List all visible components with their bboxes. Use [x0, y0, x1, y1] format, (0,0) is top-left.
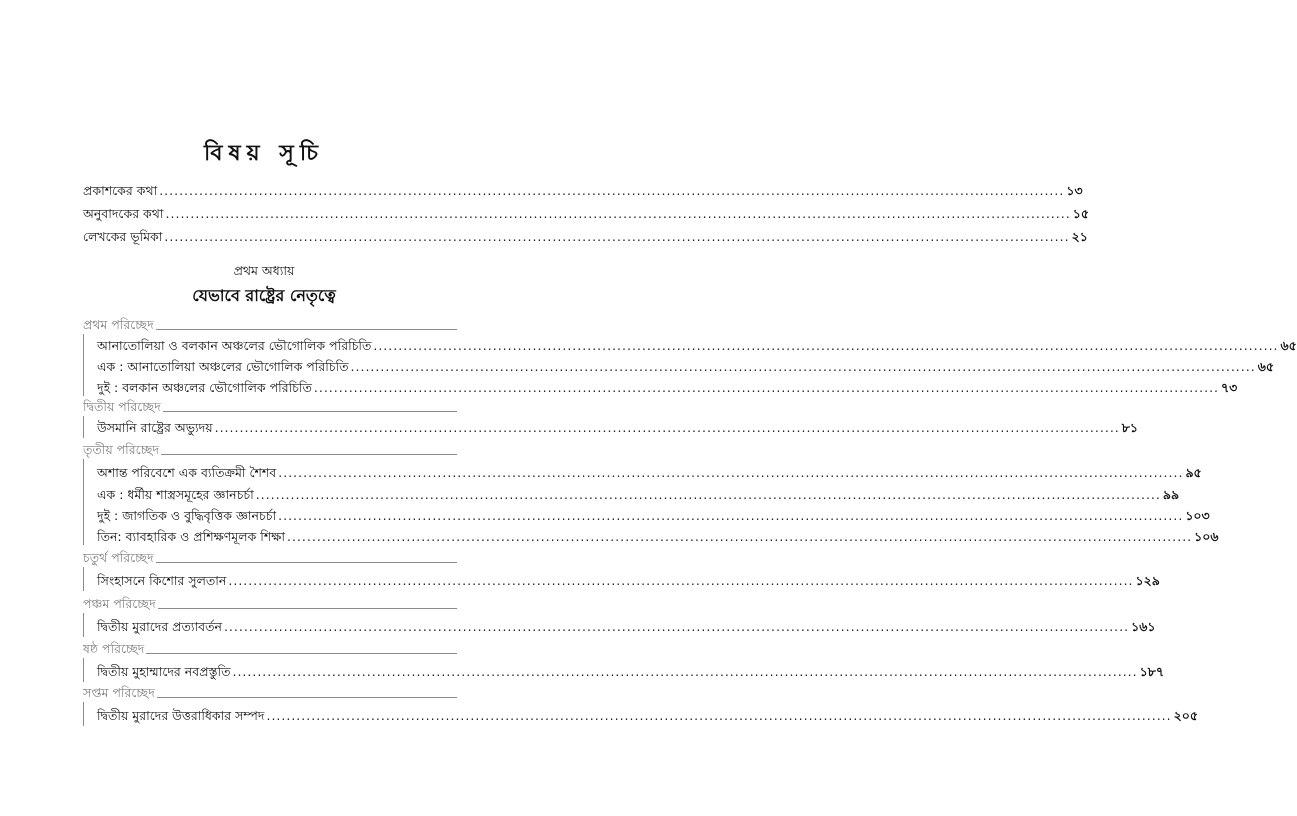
- entry-page-number: ১২৯: [1135, 573, 1160, 588]
- section-side-rule: [83, 459, 84, 545]
- leader-dots: ......................................................................................................................................................................................: [313, 380, 1220, 395]
- entry-label: লেখকের ভূমিকা: [83, 229, 163, 244]
- toc-entry: [97, 418, 1139, 438]
- entry-page-number: ১৬১: [1131, 619, 1156, 634]
- entry-page-number: ১০৬: [1194, 529, 1219, 544]
- section-label: তৃতীয় পরিচ্ছেদ: [83, 442, 160, 457]
- section-side-rule: [83, 416, 84, 438]
- leader-dots: ......................................................................................................................................................................................: [164, 229, 1070, 244]
- entry-label: উসমানি রাষ্ট্রের অভ্যুদয়: [97, 420, 213, 435]
- section-label: সপ্তম পরিচ্ছেদ: [83, 685, 155, 700]
- entry-label: দুই : জাগতিক ও বুদ্ধিবৃত্তিক জ্ঞানচর্চা: [97, 508, 277, 523]
- entry-page-number: ২১: [1071, 229, 1088, 244]
- section-label: ষষ্ঠ পরিচ্ছেদ: [83, 641, 145, 656]
- section-rule: [157, 697, 457, 698]
- leader-dots: ......................................................................................................................................................................................: [278, 465, 1184, 480]
- toc-entry-front-2: [83, 204, 1089, 224]
- entry-label: সিংহাসনে কিশোর সুলতান: [97, 573, 227, 588]
- toc-entry: [97, 662, 1164, 682]
- section-side-rule: [83, 702, 84, 726]
- entry-page-number: ১৮৭: [1139, 664, 1164, 679]
- leader-dots: ......................................................................................................................................................................................: [350, 359, 1256, 374]
- toc-entry: [97, 463, 1202, 483]
- chapter-label: প্রথম অধ্যায়: [233, 263, 295, 278]
- section-heading: [83, 595, 457, 613]
- toc-entry: [97, 485, 1180, 505]
- section-side-rule: [83, 567, 84, 591]
- section-label: পঞ্চম পরিচ্ছেদ: [83, 596, 156, 611]
- leader-dots: ......................................................................................................................................................................................: [159, 183, 1065, 198]
- section-label: চতুর্থ পরিচ্ছেদ: [83, 550, 154, 565]
- chapter-title: যেভাবে রাষ্ট্রের নেতৃত্বে: [192, 286, 336, 305]
- entry-page-number: ৯৯: [1162, 487, 1180, 502]
- section-label: প্রথম পরিচ্ছেদ: [83, 317, 154, 332]
- toc-entry-front-3: [83, 227, 1088, 247]
- toc-entry: [97, 506, 1210, 526]
- entry-page-number: ১০৩: [1185, 508, 1210, 523]
- leader-dots: ......................................................................................................................................................................................: [228, 573, 1134, 588]
- section-rule: [146, 653, 457, 654]
- section-heading: [83, 684, 457, 702]
- entry-page-number: ৯৫: [1185, 465, 1202, 480]
- entry-label: দ্বিতীয় মুরাদের উত্তরাধিকার সম্পদ: [97, 708, 265, 723]
- entry-page-number: ১৫: [1072, 206, 1089, 221]
- leader-dots: ......................................................................................................................................................................................: [287, 529, 1193, 544]
- section-rule: [156, 329, 457, 330]
- section-side-rule: [83, 658, 84, 682]
- leader-dots: ......................................................................................................................................................................................: [373, 338, 1279, 353]
- entry-label: এক : ধর্মীয় শাস্ত্রসমূহের জ্ঞানচর্চা: [97, 487, 254, 502]
- entry-label: অনুবাদকের কথা: [83, 206, 164, 221]
- entry-label: প্রকাশকের কথা: [83, 183, 158, 198]
- entry-label: অশান্ত পরিবেশে এক ব্যতিক্রমী শৈশব: [97, 465, 277, 480]
- leader-dots: ......................................................................................................................................................................................: [278, 508, 1184, 523]
- entry-page-number: ৬৫: [1280, 338, 1297, 353]
- entry-page-number: ৬৫: [1257, 359, 1274, 374]
- leader-dots: ......................................................................................................................................................................................: [232, 664, 1138, 679]
- leader-dots: ......................................................................................................................................................................................: [223, 619, 1130, 634]
- toc-entry-front-1: [83, 181, 1083, 201]
- entry-page-number: ২০৫: [1173, 708, 1199, 723]
- entry-label: এক : আনাতোলিয়া অঞ্চলের ভৌগোলিক পরিচিতি: [97, 359, 349, 374]
- entry-page-number: ৮১: [1121, 420, 1139, 435]
- toc-entry: [97, 571, 1160, 591]
- entry-label: দ্বিতীয় মুরাদের প্রত্যাবর্তন: [97, 619, 222, 634]
- section-rule: [158, 608, 457, 609]
- leader-dots: ......................................................................................................................................................................................: [165, 206, 1071, 221]
- section-label: দ্বিতীয় পরিচ্ছেদ: [83, 399, 161, 414]
- toc-entry: [97, 336, 1297, 356]
- toc-entry: [97, 527, 1219, 547]
- section-side-rule: [83, 613, 84, 637]
- section-rule: [161, 454, 457, 455]
- section-heading: [83, 640, 457, 658]
- entry-label: আনাতোলিয়া ও বলকান অঞ্চলের ভৌগোলিক পরিচিতি: [97, 338, 372, 353]
- leader-dots: ......................................................................................................................................................................................: [266, 708, 1172, 723]
- entry-label: দুই : বলকান অঞ্চলের ভৌগোলিক পরিচিতি: [97, 380, 312, 395]
- section-rule: [163, 411, 457, 412]
- entry-label: দ্বিতীয় মুহাম্মাদের নবপ্রস্তুতি: [97, 664, 231, 679]
- page-title: বিষয় সূচি: [204, 140, 324, 166]
- toc-entry: [97, 706, 1199, 726]
- toc-entry: [97, 357, 1274, 377]
- toc-entry: [97, 617, 1156, 637]
- entry-page-number: ৭৩: [1221, 380, 1238, 395]
- entry-label: তিন: ব্যাবহারিক ও প্রশিক্ষণমূলক শিক্ষা: [97, 529, 285, 544]
- entry-page-number: ১৩: [1066, 183, 1083, 198]
- leader-dots: ......................................................................................................................................................................................: [255, 487, 1161, 502]
- section-heading: [83, 549, 457, 567]
- section-rule: [156, 562, 457, 563]
- section-heading: [83, 441, 457, 459]
- section-heading: [83, 398, 457, 416]
- section-side-rule: [83, 334, 84, 396]
- toc-entry: [97, 378, 1238, 398]
- leader-dots: ......................................................................................................................................................................................: [214, 420, 1120, 435]
- section-heading: [83, 316, 457, 334]
